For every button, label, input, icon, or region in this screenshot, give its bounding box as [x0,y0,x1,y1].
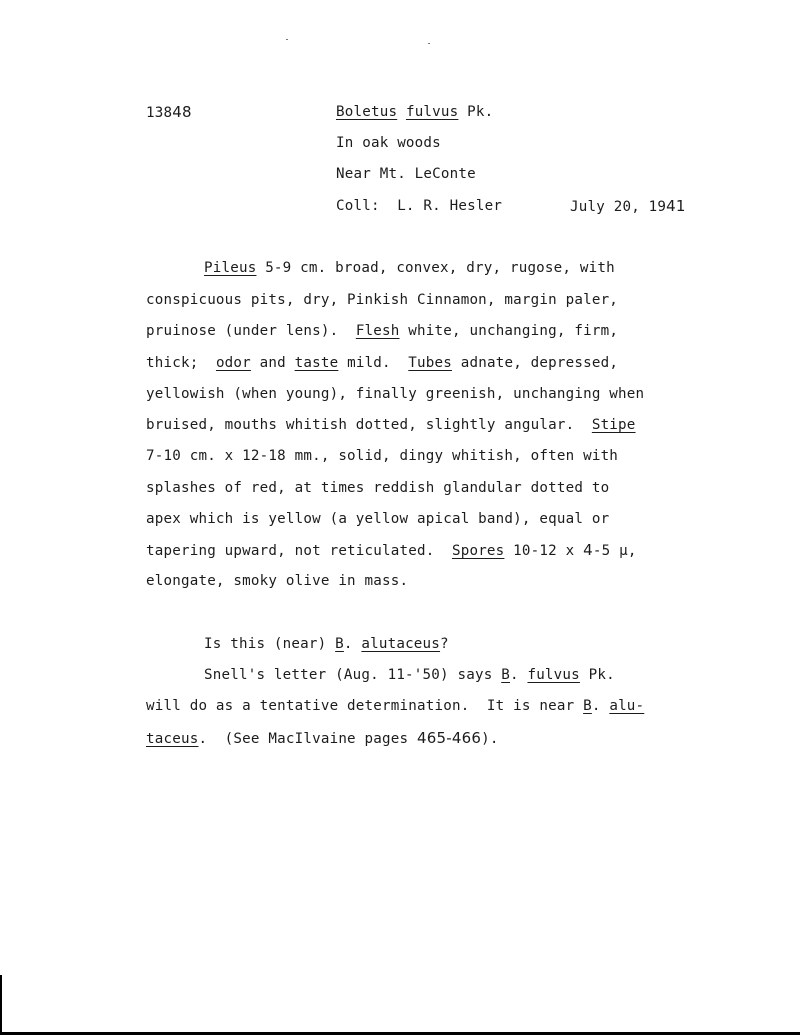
line-text: pruinose (under lens). [146,323,356,339]
location-line: Near Mt. LeConte [336,166,476,182]
line-text: 10-12 x [504,543,584,559]
description-line-8: splashes of red, at times reddish glandular dotted to [146,480,610,496]
term-taste: taste [294,355,339,371]
line-text: ). [481,731,499,747]
title-genus: Boletus [336,104,398,120]
line-text: Is this (near) [204,636,336,652]
line-text: tapering upward, not reticulated. [146,543,452,559]
description-line-3 [146,323,618,339]
snell-line-1 [204,667,615,683]
line-text: mild. [338,355,409,371]
collector-line: Coll: L. R. Hesler [336,198,503,214]
species-alutaceus: alutaceus [361,636,441,652]
genus-abbrev: B [501,667,510,683]
title-species: fulvus [405,104,459,120]
scan-speck [428,43,430,44]
line-text: and [250,355,295,371]
line-text: white, unchanging, firm, [399,323,619,339]
description-line-6 [146,417,636,433]
accession-number-printed: 138 [146,105,173,121]
scan-edge-left [0,975,2,1035]
title-author: Pk. [467,104,494,120]
term-stipe: Stipe [591,417,636,433]
term-pileus: Pileus [204,260,257,276]
handwritten-digit: 4 [583,541,593,559]
term-spores: Spores [451,543,505,559]
genus-abbrev: B [583,698,592,714]
description-line-10 [146,542,637,559]
question-line [204,636,449,652]
description-line-4 [146,355,618,371]
line-text: Snell's letter (Aug. 11-'50) says [204,667,502,683]
line-text: -5 µ, [592,543,637,559]
species-alutaceus-part2: taceus [146,731,199,747]
genus-abbrev: B [335,636,344,652]
line-text: . [509,667,528,683]
description-line-11: elongate, smoky olive in mass. [146,573,409,589]
line-text: bruised, mouths whitish dotted, slightly angular. [146,417,592,433]
line-text: . [343,636,362,652]
snell-line-2 [146,698,644,714]
date-printed: July 20, 19 [570,199,667,215]
line-text: will do as a tentative determination. It is near [146,698,584,714]
description-line-7: 7-10 cm. x 12-18 mm., solid, dingy whitish, often with [146,448,619,464]
line-text: adnate, depressed, [452,355,619,371]
species-alutaceus-part1: alu- [609,698,645,714]
line-text: ? [440,636,449,652]
description-line-2: conspicuous pits, dry, Pinkish Cinnamon, margin paler, [146,292,619,308]
species-fulvus: fulvus [527,667,580,683]
accession-number-handwritten: 48 [172,103,192,121]
specimen-title [336,104,493,120]
line-text: . (See MacIlvaine pages [198,731,417,747]
line-text: thick; [146,355,216,371]
snell-line-3 [146,730,499,747]
line-text: 5-9 cm. broad, convex, dry, rugose, with [256,260,615,276]
collection-date [570,198,686,215]
description-line-9: apex which is yellow (a yellow apical band), equal or [146,511,610,527]
term-odor: odor [215,355,251,371]
habitat-line: In oak woods [336,135,441,151]
description-line-1 [204,260,615,276]
scan-speck [286,39,288,40]
description-line-5: yellowish (when young), finally greenish, unchanging when [146,386,645,402]
term-tubes: Tubes [408,355,452,371]
term-flesh: Flesh [355,323,400,339]
line-text: . [591,698,610,714]
handwritten-pages: 465-466 [417,729,482,747]
accession-number [146,104,192,121]
date-handwritten: 41 [666,197,686,215]
line-text: Pk. [579,667,615,683]
